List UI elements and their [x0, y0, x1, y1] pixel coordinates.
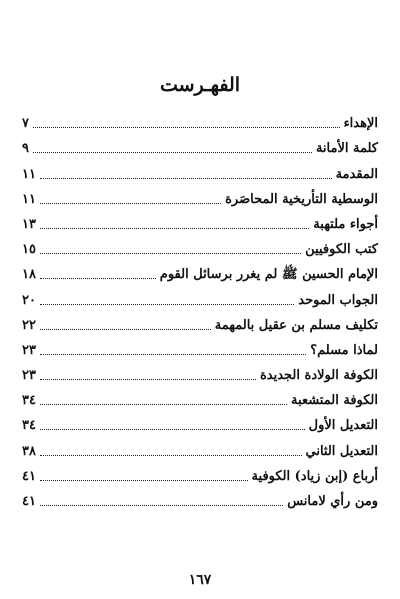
leader-dots — [40, 505, 283, 506]
toc-entry-page: ١٣ — [22, 216, 36, 232]
leader-dots — [40, 429, 305, 430]
toc-entry-label: تكليف مسلم بن عقيل بالمهمة — [214, 317, 378, 333]
toc-entry-page: ٣٨ — [22, 443, 36, 459]
toc-entry-page: ٢٠ — [22, 292, 36, 308]
toc-entry — [22, 333, 378, 358]
toc-entry-page: ٩ — [22, 141, 29, 157]
toc-entry — [22, 207, 378, 232]
toc-entry — [22, 232, 378, 257]
leader-dots — [40, 304, 294, 305]
toc-entry — [22, 106, 378, 131]
toc-entry — [22, 308, 378, 333]
toc-entry-page: ٢٣ — [22, 368, 36, 384]
leader-dots — [40, 278, 156, 279]
toc-entry-page: ٣٤ — [22, 418, 36, 434]
toc-entry — [22, 408, 378, 433]
toc-entry-label: الإهداء — [343, 116, 378, 132]
toc-entry-label: الوسطية التأريخية المحاصَرة — [225, 191, 378, 207]
leader-dots — [40, 404, 287, 405]
toc-entry-label: التعديل الأول — [308, 418, 378, 434]
leader-dots — [40, 455, 302, 456]
leader-dots — [40, 253, 301, 254]
leader-dots — [40, 329, 211, 330]
toc-entry-page: ٤١ — [22, 468, 36, 484]
toc-entry — [22, 358, 378, 383]
toc-entry — [22, 433, 378, 458]
toc-entry-label: الجواب الموحد — [298, 292, 378, 308]
toc-entry — [22, 156, 378, 181]
toc-entry — [22, 383, 378, 408]
leader-dots — [40, 203, 221, 204]
toc-entry-label: الكوفة المتشعبة — [291, 393, 378, 409]
leader-dots — [40, 178, 332, 179]
toc-entry — [22, 182, 378, 207]
toc-entry-label: الإمام الحسين ﷺ لم يغرر برسائل القوم — [159, 267, 378, 283]
toc-entry — [22, 131, 378, 156]
toc-entry-page: ٣٤ — [22, 393, 36, 409]
toc-entry-page: ١٨ — [22, 267, 36, 283]
toc-entry — [22, 484, 378, 509]
toc-entry — [22, 257, 378, 282]
leader-dots — [33, 127, 340, 128]
leader-dots — [40, 379, 256, 380]
leader-dots — [33, 152, 312, 153]
page-number: ١٦٧ — [188, 572, 212, 588]
toc-entry-label: أرباع (إبن زياد) الكوفية — [251, 468, 378, 484]
leader-dots — [40, 480, 248, 481]
toc-entry-label: المقدمة — [335, 166, 378, 182]
toc-entry-label: ومن رأي لامانس — [287, 494, 378, 509]
toc-entry-label: لماذا مسلم؟ — [310, 342, 378, 358]
toc-entry-label: أجواء ملتهبة — [313, 216, 378, 232]
leader-dots — [40, 228, 309, 229]
page-title: الفهـرست — [159, 74, 241, 96]
toc-entry-label: الكوفة الولادة الجديدة — [259, 368, 378, 384]
toc-entry — [22, 459, 378, 484]
toc-entry-page: ٢٢ — [22, 317, 36, 333]
toc-entry-label: كتب الكوفيين — [305, 242, 378, 258]
toc-entry-page: ٢٣ — [22, 342, 36, 358]
toc-entry-page: ١١ — [22, 166, 36, 182]
toc-entry — [22, 282, 378, 307]
toc-entry-page: ٧ — [22, 116, 29, 132]
toc-entry-page: ٤١ — [22, 494, 36, 509]
leader-dots — [40, 354, 306, 355]
table-of-contents — [22, 106, 378, 509]
toc-entry-page: ١٥ — [22, 242, 36, 258]
toc-entry-page: ١١ — [22, 191, 36, 207]
toc-entry-label: كلمة الأمانة — [315, 141, 378, 157]
toc-entry-label: التعديل الثاني — [305, 443, 378, 459]
